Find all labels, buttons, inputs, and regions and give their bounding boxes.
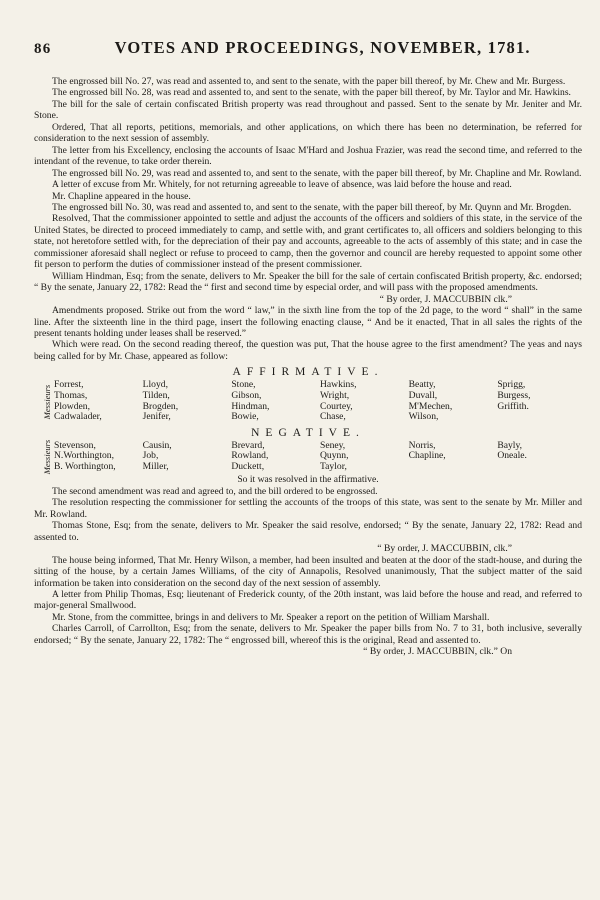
name-column [54,380,139,422]
member-name: Courtey, [319,400,353,412]
member-name: Miller, [142,460,169,472]
paragraph: The engrossed bill No. 28, was read and assented to, and sent to the senate, with the paper bill thereof, by Mr. Taylor and Mr. Hawkins. [52,87,571,99]
member-name: Lloyd, [142,379,168,391]
name-column [497,441,582,473]
member-name: Jenifer, [142,411,171,423]
member-name: Oneale. [497,450,527,462]
member-name: Burgess, [497,389,531,401]
name-column [409,380,494,422]
member-name: Thomas, [54,389,88,401]
member-name: Hindman, [231,400,270,412]
member-name: Duckett, [231,460,265,472]
paragraph: Amendments proposed. Strike out from the word “ law,” in the sixth line from the top of the 2d page, to the word “ shall” in the same line. After the sixteenth line in the third page, insert the following enacting clause, “ And be it enacted, That in all sales the rights of the present tenants holding under leases shall be reserved.” [34,305,582,339]
member-name: Duvall, [408,389,438,401]
name-column [143,441,228,473]
document-body [34,76,582,658]
member-name: Sprigg, [497,379,526,391]
member-name: Norris, [408,439,436,451]
paragraph: Resolved, That the commissioner appointed to settle and adjust the accounts of the officers and soldiers of this state, in the service of the United States, be directed to proceed immediately to camp, and settle with, and grant certificates to, all officers and soldiers belonging to this state, not heretofore settled with, for the depreciation of their pay and accounts, agreeable to the acts of assembly of this state; and in case the commissioner aforesaid shall neglect or refuse to proceed to camp, then the governor and council are hereby requested to appoint some other fit person to perform the duties of commissioner instead of the present commissioner. [34,213,582,271]
member-name: Tilden, [142,389,170,401]
member-name: Cadwalader, [54,411,102,423]
page-title: VOTES AND PROCEEDINGS, NOVEMBER, 1781. [114,38,531,57]
affirmative-title: AFFIRMATIVE. [232,366,384,379]
paragraph: The engrossed bill No. 30, was read and assented to, and sent to the senate, with the paper bill thereof, by Mr. Quynn and Mr. Brogden. [52,201,572,213]
member-name: Bayly, [497,439,523,451]
paragraph: The bill for the sale of certain confiscated British property was read throughout and passed. Sent to the senate by Mr. Jeniter and Mr. Stone. [34,98,582,122]
page-header [34,38,582,58]
side-label: Messieurs [42,384,53,419]
member-name: Stone, [231,379,256,391]
paragraph: The engrossed bill No. 29, was read and assented to, and sent to the senate, with the paper bill thereof, by Mr. Chapline and Mr. Rowland. [52,167,582,179]
paragraph: Thomas Stone, Esq; from the senate, delivers to Mr. Speaker the said resolve, endorsed; “ By the senate, January 22, 1782: Read and assented to. [34,520,582,543]
paragraph: The letter from his Excellency, enclosing the accounts of Isaac M'Hard and Joshua Frazier, was read the second time, and referred to the intendant of the revenue, to take order therein. [34,144,582,168]
paragraph: A letter of excuse from Mr. Whitely, for not returning agreeable to leave of absence, was laid before the house and read. [52,179,512,191]
vote-result: So it was resolved in the affirmative. [237,474,379,486]
page-number: 86 [34,41,52,57]
member-name: Beatty, [408,379,436,391]
negative-title: NEGATIVE. [251,426,365,439]
member-name: Forrest, [54,379,84,391]
member-name: Quynn, [319,450,349,462]
negative-block [34,441,582,473]
paragraph: “ By order, J. MACCUBBIN, clk.” On [363,646,512,658]
paragraph: Mr. Chapline appeared in the house. [52,190,191,202]
member-name: Job, [142,450,159,462]
paragraph: The engrossed bill No. 27, was read and assented to, and sent to the senate, with the paper bill thereof, by Mr. Chew and Mr. Burgess. [52,76,566,87]
member-name: Stevenson, [54,439,96,451]
name-column [320,380,405,422]
member-name: Wilson, [408,411,439,423]
member-name: N.Worthington, [54,450,114,462]
name-column [497,380,582,422]
member-name: Bowie, [231,411,259,423]
member-name: Griffith. [497,400,529,412]
paragraph: The house being informed, That Mr. Henry Wilson, a member, had been insulted and beaten at the door of the stadt-house, and during the sitting of the house, by a certain James Williams, of the city of Annapolis, Resolved unanimously, That the subject matter of the said information be taken into consideration on the second day of the next session of assembly. [34,554,582,589]
member-name: Taylor, [319,460,347,472]
paragraph: A letter from Philip Thomas, Esq; lieutenant of Frederick county, of the 20th instant, was laid before the house and read, and referred to major-general Smallwood. [34,589,582,612]
member-name: Brogden, [142,400,179,412]
member-name: Rowland, [231,450,269,462]
paragraph: Mr. Stone, from the committee, brings in and delivers to Mr. Speaker a report on the petition of William Marshall. [52,611,490,623]
paragraph: William Hindman, Esq; from the senate, delivers to Mr. Speaker the bill for the sale of certain confiscated British property, &c. endorsed; “ By the senate, January 22, 1782: Read the “ first and second time by especial order, and will pass with the proposed amendments. [34,270,582,294]
paragraph: Which were read. On the second reading thereof, the question was put, That the house agree to the first amendment? The yeas and nays being called for by Mr. Chase, appeared as follow: [34,339,582,362]
member-name: M'Mechen, [408,400,453,412]
member-name: Wright, [319,389,350,401]
member-name: Seney, [319,439,346,451]
name-column [320,441,405,473]
paragraph: The second amendment was read and agreed to, and the bill ordered to be engrossed. [52,485,378,497]
paragraph: Ordered, That all reports, petitions, memorials, and other applications, on which there has been no determination, be referred for consideration to the next session of assembly. [34,121,582,145]
paragraph: “ By order, J. MACCUBBIN clk.” [379,293,512,305]
member-name: B. Worthington, [54,460,116,472]
paragraph: “ By order, J. MACCUBBIN, clk.” [377,543,512,555]
member-name: Chapline, [408,450,446,462]
name-column [54,441,139,473]
name-column [143,380,228,422]
paragraphs-before [34,76,582,362]
name-column [231,441,316,473]
paragraph: The resolution respecting the commissioner for settling the accounts of the troops of this state, was sent to the senate by Mr. Miller and Mr. Rowland. [34,497,582,520]
member-name: Hawkins, [319,379,357,391]
member-name: Causin, [142,439,172,451]
member-name: Brevard, [231,439,265,451]
paragraphs-after [34,486,582,658]
side-label: Messieurs [42,439,53,474]
name-column [409,441,494,473]
member-name: Plowden, [54,400,90,412]
negative-names [54,441,582,473]
member-name: Gibson, [231,389,262,401]
affirmative-names [54,380,582,422]
paragraph: Charles Carroll, of Carrollton, Esq; from the senate, delivers to Mr. Speaker the paper bills from No. 7 to 31, both inclusive, severally endorsed; “ By the senate, January 22, 1782: The “ engrossed bill, whereof this is the original, Read and assented to. [34,623,582,646]
affirmative-block [34,380,582,422]
member-name: Chase, [319,411,346,423]
name-column [231,380,316,422]
